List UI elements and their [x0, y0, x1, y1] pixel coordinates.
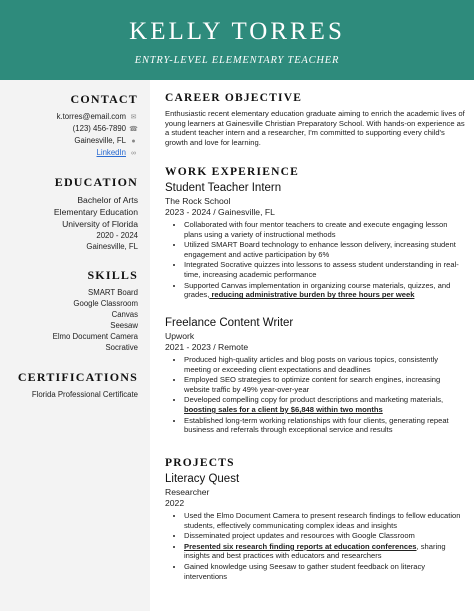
job-bullet: • Established long-term working relationships with four clients, generating repeat business and referrals through exceptional service and results [184, 416, 467, 435]
job-bullet: • Produced high-quality articles and blog posts on various topics, consistently meeting or exceeding client expectations and deadlines [184, 355, 467, 374]
project-bullet: • Gained knowledge using Seesaw to gather student feedback on literacy interventions [184, 562, 467, 581]
contact-heading: CONTACT [70, 92, 138, 106]
job-bullet [184, 281, 467, 300]
skill-item: Google Classroom [73, 299, 138, 308]
phone-row [2, 123, 138, 135]
candidate-title: ENTRY-LEVEL ELEMENTARY TEACHER [134, 55, 340, 66]
job-bullet [184, 395, 467, 414]
phone-icon: ☎ [129, 126, 138, 133]
objective-heading: CAREER OBJECTIVE [165, 92, 303, 104]
location-text: Gainesville, FL [74, 136, 126, 145]
envelope-icon: ✉ [130, 114, 137, 121]
skill-item: Socrative [105, 343, 138, 352]
job-bullet: • Utilized SMART Board technology to enhance lesson delivery, increasing student engagement and active participation by 6% [184, 240, 467, 259]
job-entry [165, 317, 467, 436]
job-title: Freelance Content Writer [165, 317, 294, 329]
phone-text: (123) 456-7890 [72, 124, 126, 133]
bullet-highlight: Presented six research finding reports at education conferences [184, 541, 417, 551]
location-pin-icon: ● [131, 138, 136, 145]
skills-section [2, 268, 138, 353]
main-content [152, 80, 474, 611]
project-role: Researcher [165, 487, 210, 497]
bullet-highlight: boosting sales for a client by $6,848 within two months [184, 404, 383, 414]
job-bullets [165, 220, 467, 300]
skills-heading: SKILLS [87, 268, 138, 282]
certifications-heading: CERTIFICATIONS [17, 370, 138, 384]
job-dates-location: 2021 - 2023 / Remote [165, 342, 249, 352]
email-text: k.torres@email.com [56, 112, 126, 121]
skill-item: Elmo Document Camera [52, 332, 138, 341]
resume-header [0, 0, 474, 80]
link-icon: ∞ [131, 150, 136, 157]
education-degree: Bachelor of Arts [77, 195, 138, 205]
project-bullets [165, 511, 467, 581]
job-bullet: • Employed SEO strategies to optimize content for search engines, increasing website traffic by 49% year-over-year [184, 375, 467, 394]
education-heading: EDUCATION [54, 175, 138, 189]
education-school: University of Florida [62, 219, 138, 229]
project-entry [165, 473, 467, 582]
bullet-highlight: reducing administrative burden by three hours per week [209, 290, 415, 300]
job-dates-location: 2023 - 2024 / Gainesville, FL [165, 207, 275, 217]
skill-item: Canvas [111, 310, 138, 319]
linkedin-row [2, 147, 138, 159]
project-bullet: • Used the Elmo Document Camera to present research findings to fellow education students, effectively communicating complex ideas and insights [184, 511, 467, 530]
project-year: 2022 [165, 498, 185, 508]
job-title: Student Teacher Intern [165, 182, 282, 194]
certification-item: Florida Professional Certificate [31, 390, 138, 399]
candidate-name: KELLY TORRES [129, 18, 345, 45]
job-bullets [165, 355, 467, 435]
education-location: Gainesville, FL [86, 242, 138, 251]
job-company: Upwork [165, 331, 195, 341]
project-bullet [184, 542, 467, 561]
education-dates: 2020 - 2024 [96, 231, 138, 240]
work-experience-heading: WORK EXPERIENCE [165, 166, 299, 178]
bullet-text: Developed compelling copy for product descriptions and marketing materials, [184, 395, 444, 405]
education-section [2, 175, 138, 252]
job-entry [165, 182, 467, 301]
contact-section [2, 92, 138, 159]
left-sidebar [0, 80, 150, 611]
project-bullet: • Disseminated project updates and resources with Google Classroom [184, 531, 467, 541]
education-major: Elementary Education [53, 207, 138, 217]
projects-heading: PROJECTS [165, 457, 235, 469]
email-row [2, 111, 138, 123]
certifications-section [2, 370, 138, 400]
job-bullet: • Integrated Socrative quizzes into lessons to assess student understanding in real-time, increasing academic performance [184, 260, 467, 279]
objective-text: Enthusiastic recent elementary education graduate aiming to enrich the academic lives of young learners at Gainesville Christian Preparatory School. With hands-on experience as a student teacher intern and a researcher, I'm committed to supporting every child's growth and love for learning. [165, 109, 465, 147]
linkedin-link[interactable]: LinkedIn [96, 148, 126, 157]
project-title: Literacy Quest [165, 473, 240, 485]
job-bullet: • Collaborated with four mentor teachers to create and execute engaging lesson plans using a variety of instructional methods [184, 220, 467, 239]
job-company: The Rock School [165, 196, 231, 206]
bullet-text: , sharing insights and best practices with educators and researchers [184, 541, 446, 561]
location-row [2, 135, 138, 147]
bullet-text: Supported Canvas implementation in organizing course materials, quizzes, and grades, [184, 280, 451, 300]
skill-item: Seesaw [110, 321, 138, 330]
skill-item: SMART Board [88, 288, 138, 297]
